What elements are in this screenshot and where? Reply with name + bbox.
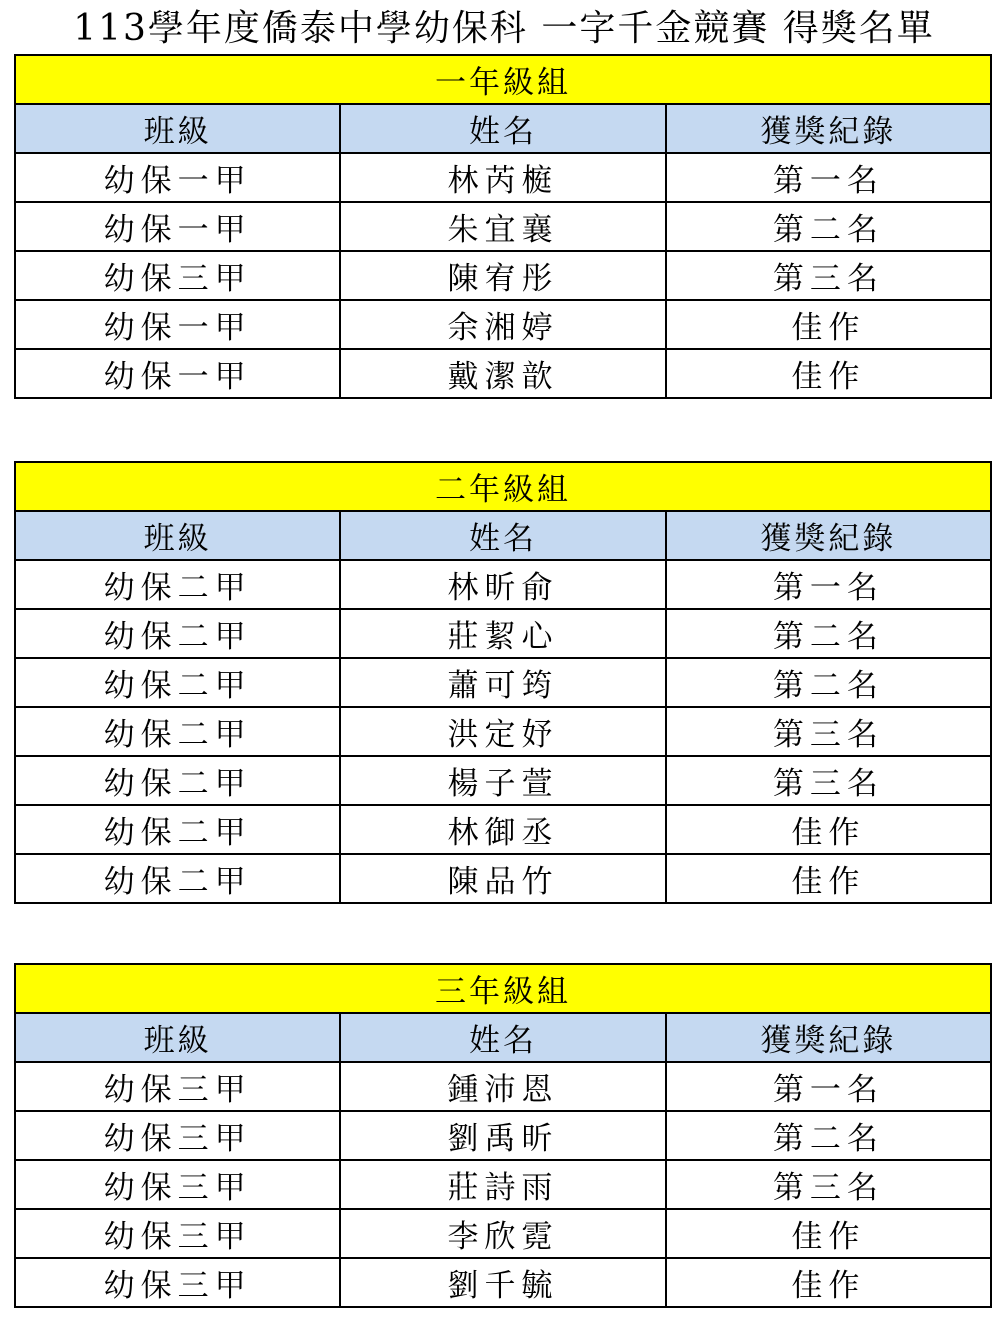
award-cell: 第一名 [666, 560, 991, 609]
column-header-name: 姓名 [340, 104, 665, 153]
award-cell: 第三名 [666, 707, 991, 756]
student-name-cell: 劉千毓 [340, 1258, 665, 1307]
table-row [15, 609, 991, 658]
table-row [15, 202, 991, 251]
award-cell: 佳作 [666, 349, 991, 398]
class-cell: 幼保三甲 [15, 1258, 340, 1307]
class-cell: 幼保二甲 [15, 658, 340, 707]
column-header-row [15, 1013, 991, 1062]
column-header-award: 獲獎紀錄 [666, 104, 991, 153]
award-cell: 第一名 [666, 1062, 991, 1111]
column-header-award: 獲獎紀錄 [666, 1013, 991, 1062]
award-cell: 第三名 [666, 1160, 991, 1209]
group-title-row [15, 55, 991, 104]
award-cell: 第三名 [666, 756, 991, 805]
class-cell: 幼保二甲 [15, 756, 340, 805]
student-name-cell: 林御丞 [340, 805, 665, 854]
student-name-cell: 蕭可筠 [340, 658, 665, 707]
table-row [15, 251, 991, 300]
table-row [15, 1111, 991, 1160]
award-cell: 第二名 [666, 658, 991, 707]
group-title-row [15, 462, 991, 511]
table-row [15, 805, 991, 854]
table-row [15, 756, 991, 805]
table-row [15, 658, 991, 707]
table-row [15, 707, 991, 756]
student-name-cell: 鍾沛恩 [340, 1062, 665, 1111]
student-name-cell: 戴潔歆 [340, 349, 665, 398]
class-cell: 幼保一甲 [15, 202, 340, 251]
class-cell: 幼保三甲 [15, 251, 340, 300]
class-cell: 幼保三甲 [15, 1062, 340, 1111]
table-row [15, 153, 991, 202]
table-row [15, 1160, 991, 1209]
table-row [15, 1062, 991, 1111]
award-cell: 佳作 [666, 805, 991, 854]
student-name-cell: 楊子萱 [340, 756, 665, 805]
student-name-cell: 洪定妤 [340, 707, 665, 756]
class-cell: 幼保二甲 [15, 707, 340, 756]
award-cell: 第三名 [666, 251, 991, 300]
student-name-cell: 林芮榳 [340, 153, 665, 202]
class-cell: 幼保一甲 [15, 153, 340, 202]
student-name-cell: 陳宥彤 [340, 251, 665, 300]
class-cell: 幼保二甲 [15, 805, 340, 854]
class-cell: 幼保二甲 [15, 854, 340, 903]
group-title: 一年級組 [15, 55, 991, 104]
column-header-name: 姓名 [340, 511, 665, 560]
award-cell: 第二名 [666, 1111, 991, 1160]
column-header-class: 班級 [15, 1013, 340, 1062]
award-table-grade3 [14, 963, 992, 1308]
class-cell: 幼保二甲 [15, 560, 340, 609]
class-cell: 幼保三甲 [15, 1111, 340, 1160]
award-table-grade1 [14, 54, 992, 399]
award-cell: 佳作 [666, 1209, 991, 1258]
student-name-cell: 余湘婷 [340, 300, 665, 349]
student-name-cell: 劉禹昕 [340, 1111, 665, 1160]
table-row [15, 300, 991, 349]
student-name-cell: 李欣霓 [340, 1209, 665, 1258]
class-cell: 幼保一甲 [15, 300, 340, 349]
group-title: 三年級組 [15, 964, 991, 1013]
table-row [15, 349, 991, 398]
group-title: 二年級組 [15, 462, 991, 511]
student-name-cell: 陳品竹 [340, 854, 665, 903]
student-name-cell: 林昕俞 [340, 560, 665, 609]
award-cell: 第二名 [666, 609, 991, 658]
column-header-class: 班級 [15, 104, 340, 153]
class-cell: 幼保一甲 [15, 349, 340, 398]
award-cell: 佳作 [666, 1258, 991, 1307]
award-cell: 佳作 [666, 300, 991, 349]
class-cell: 幼保三甲 [15, 1160, 340, 1209]
column-header-award: 獲獎紀錄 [666, 511, 991, 560]
student-name-cell: 朱宜襄 [340, 202, 665, 251]
column-header-name: 姓名 [340, 1013, 665, 1062]
award-cell: 第一名 [666, 153, 991, 202]
page-title: 113學年度僑泰中學幼保科 一字千金競賽 得獎名單 [73, 8, 935, 49]
column-header-row [15, 511, 991, 560]
award-table-grade2 [14, 461, 992, 904]
student-name-cell: 莊詩雨 [340, 1160, 665, 1209]
table-row [15, 854, 991, 903]
table-row [15, 1258, 991, 1307]
group-title-row [15, 964, 991, 1013]
student-name-cell: 莊絜心 [340, 609, 665, 658]
award-cell: 佳作 [666, 854, 991, 903]
class-cell: 幼保三甲 [15, 1209, 340, 1258]
column-header-class: 班級 [15, 511, 340, 560]
award-cell: 第二名 [666, 202, 991, 251]
class-cell: 幼保二甲 [15, 609, 340, 658]
table-row [15, 1209, 991, 1258]
column-header-row [15, 104, 991, 153]
table-row [15, 560, 991, 609]
